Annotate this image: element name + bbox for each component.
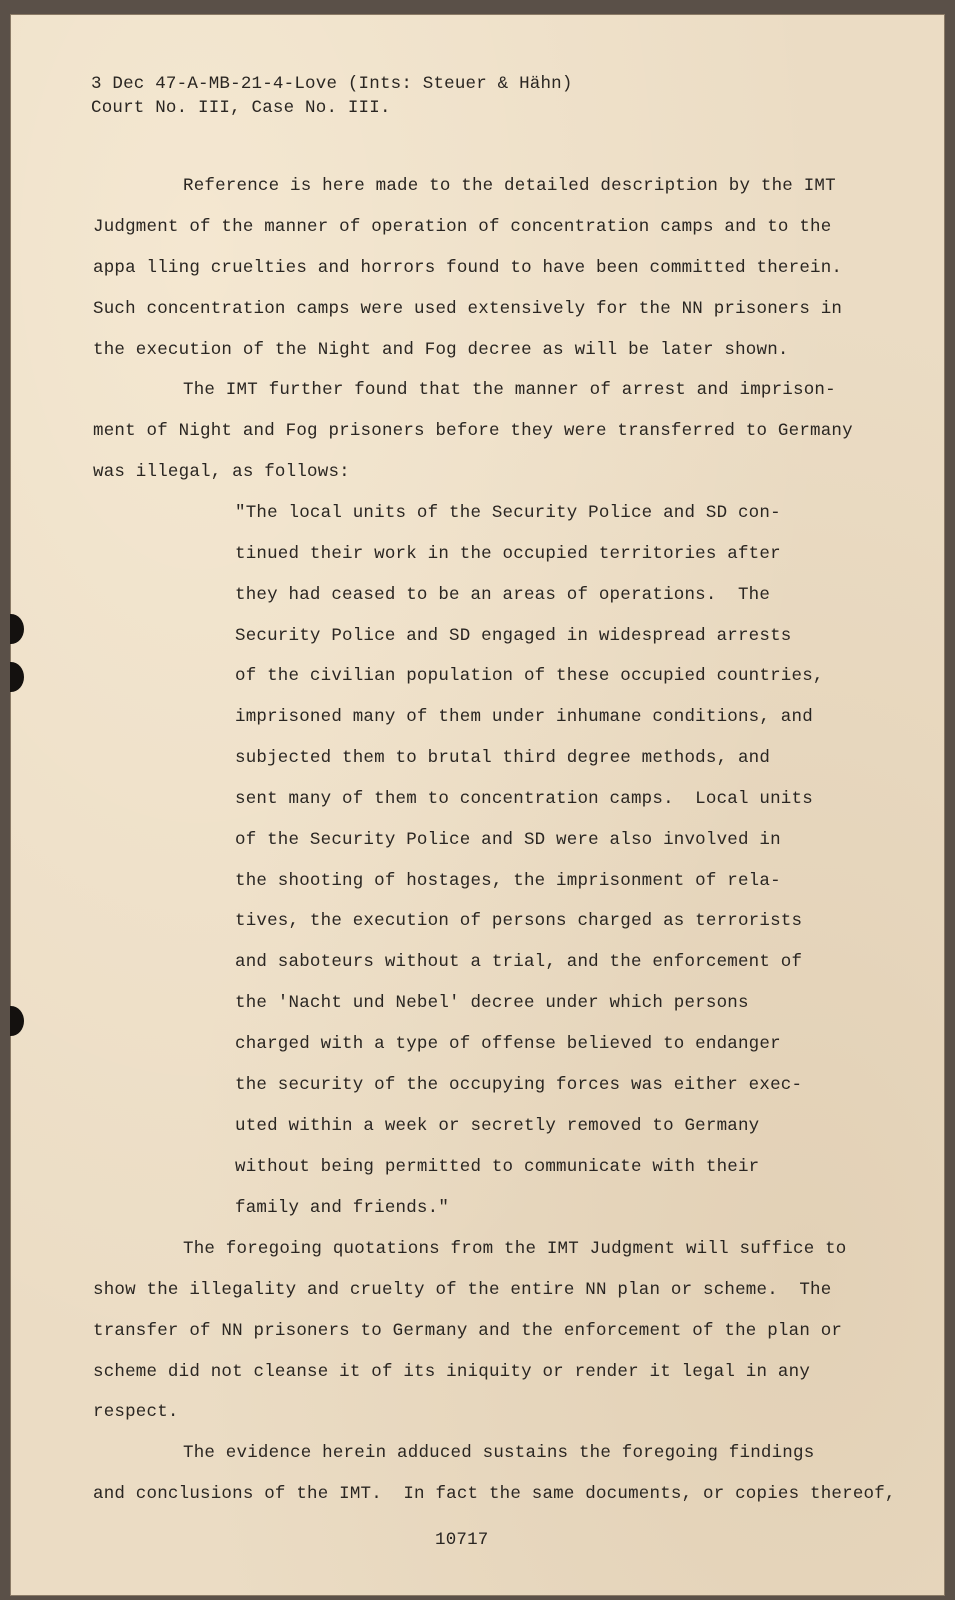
paragraph-line: The IMT further found that the manner of arrest and imprison- <box>183 380 836 400</box>
paragraph-line: ment of Night and Fog prisoners before they were transferred to Germany <box>93 421 853 441</box>
page-number: 10717 <box>435 1530 489 1550</box>
quote-line: of the Security Police and SD were also involved in <box>235 830 781 850</box>
paragraph-line: scheme did not cleanse it of its iniquity or render it legal in any <box>93 1362 811 1382</box>
paragraph-line: the execution of the Night and Fog decree as will be later shown. <box>93 340 789 360</box>
quote-line: tives, the execution of persons charged as terrorists <box>235 911 803 931</box>
paragraph-line: The evidence herein adduced sustains the foregoing findings <box>183 1443 815 1463</box>
quote-line: subjected them to brutal third degree methods, and <box>235 748 771 768</box>
quote-line: the security of the occupying forces was either exec- <box>235 1075 803 1095</box>
quote-line: without being permitted to communicate with their <box>235 1157 760 1177</box>
quote-line: the 'Nacht und Nebel' decree under which persons <box>235 993 749 1013</box>
quote-line: and saboteurs without a trial, and the enforcement of <box>235 952 803 972</box>
document-page <box>10 14 945 1596</box>
quote-line: of the civilian population of these occupied countries, <box>235 666 824 686</box>
paragraph-line: Such concentration camps were used extensively for the NN prisoners in <box>93 299 843 319</box>
paragraph-line: Judgment of the manner of operation of concentration camps and to the <box>93 217 832 237</box>
binder-hole <box>10 614 24 644</box>
quote-line: Security Police and SD engaged in widespread arrests <box>235 626 792 646</box>
quote-line: charged with a type of offense believed to endanger <box>235 1034 781 1054</box>
quote-line: sent many of them to concentration camps. Local units <box>235 789 813 809</box>
paragraph-line: Reference is here made to the detailed description by the IMT <box>183 176 836 196</box>
quote-line: the shooting of hostages, the imprisonment of rela- <box>235 871 781 891</box>
binder-hole <box>10 1006 24 1036</box>
quote-line: imprisoned many of them under inhumane conditions, and <box>235 707 813 727</box>
paragraph-line: was illegal, as follows: <box>93 462 350 482</box>
quote-line: family and friends." <box>235 1198 450 1218</box>
paragraph-line: The foregoing quotations from the IMT Judgment will suffice to <box>183 1239 847 1259</box>
paragraph-line: show the illegality and cruelty of the entire NN plan or scheme. The <box>93 1280 832 1300</box>
paragraph-line: respect. <box>93 1402 179 1422</box>
quote-line: tinued their work in the occupied territories after <box>235 544 781 564</box>
paragraph-line: transfer of NN prisoners to Germany and the enforcement of the plan or <box>93 1321 843 1341</box>
quote-line: uted within a week or secretly removed to Germany <box>235 1116 760 1136</box>
header-court-case: Court No. III, Case No. III. <box>91 98 391 118</box>
quote-line: "The local units of the Security Police and SD con- <box>235 503 781 523</box>
quote-line: they had ceased to be an areas of operations. The <box>235 585 771 605</box>
header-reference: 3 Dec 47-A-MB-21-4-Love (Ints: Steuer & Hähn) <box>91 74 573 94</box>
binder-hole <box>10 662 24 692</box>
paragraph-line: appa lling cruelties and horrors found to have been committed therein. <box>93 258 843 278</box>
paragraph-line: and conclusions of the IMT. In fact the same documents, or copies thereof, <box>93 1484 896 1504</box>
